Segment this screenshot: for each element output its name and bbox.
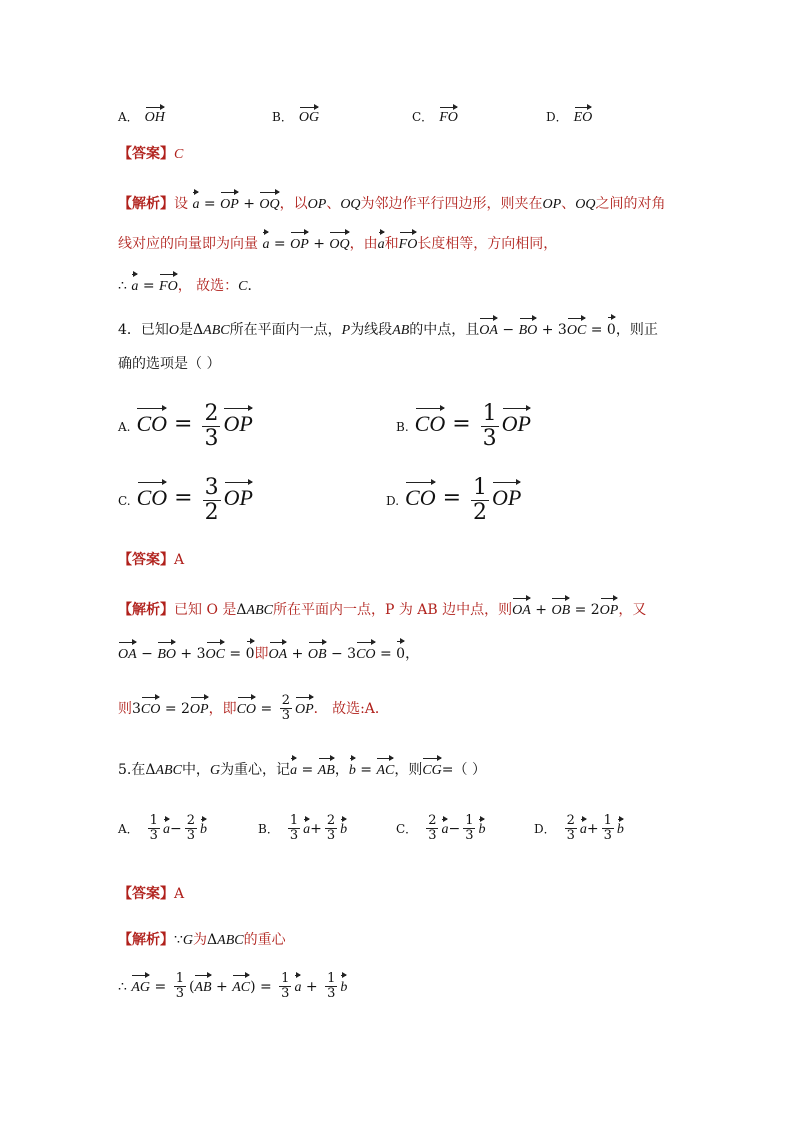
answer-tag: 【答案】: [118, 146, 174, 162]
q4-option-a: A. CO = $\frac{2}{3}$ OP: [118, 401, 253, 452]
q5-stem: 5.在ΔABC中，G为重心，记a = AB，b = AC，则CG=（ ）: [118, 760, 486, 781]
q5-analysis-line-2: ∴ AG = $\frac{1}{3}$ (AB + AC) = $\frac{1}{3}$ a + $\frac{1}{3}$ b: [118, 971, 348, 1002]
vector-eo: EO: [573, 110, 593, 125]
q4-answer: 【答案】A: [118, 552, 185, 568]
option-label: A．: [118, 110, 139, 124]
q3-option-a: [118, 108, 165, 126]
vector-oh: OH: [144, 110, 165, 125]
q4-analysis-line-3: 则3CO = 2OP，即CO = $\frac{2}{3}$ OP． 故选:A．: [118, 693, 389, 724]
option-label: D．: [546, 110, 568, 124]
q5-option-d: D． $\frac{2}{3}$ a+ $\frac{1}{3}$ b: [534, 813, 624, 844]
q5-option-b: B． $\frac{1}{3}$ a+ $\frac{2}{3}$ b: [258, 813, 348, 844]
vector-fo: FO: [439, 110, 458, 125]
analysis-tag: 【解析】: [118, 196, 174, 212]
q4-option-c: C. CO = $\frac{3}{2}$ OP: [118, 475, 253, 526]
q5-option-c: C． $\frac{2}{3}$ a− $\frac{1}{3}$ b: [396, 813, 486, 844]
q4-analysis-line-2: OA − BO + 3OC = 0即OA + OB − 3CO = 0，: [118, 644, 419, 665]
q5-analysis-line-1: 【解析】∵G为ΔABC的重心: [118, 932, 286, 948]
q3-analysis-line-1: 【解析】设 a = OP + OQ，以OP、OQ为邻边作平行四边形，则夹在OP、OQ之间的对角: [118, 194, 665, 215]
vector-og: OG: [298, 110, 320, 125]
q4-stem-line-1: 4．已知O是ΔABC所在平面内一点，P为线段AB的中点，且OA − BO + 3OC = 0，则正: [118, 320, 658, 341]
option-label: B．: [272, 110, 293, 124]
q3-analysis-line-3: ∴ a = FO， 故选：C．: [118, 276, 261, 297]
q5-answer: 【答案】A: [118, 886, 185, 902]
q3-option-c: [412, 108, 458, 126]
option-label: C．: [412, 110, 434, 124]
q3-option-d: [546, 108, 592, 126]
q3-answer: [118, 144, 183, 165]
q4-stem-line-2: 确的选项是（ ）: [118, 356, 221, 372]
q5-option-a: A． $\frac{1}{3}$ a− $\frac{2}{3}$ b: [118, 813, 207, 844]
q4-analysis-line-1: 【解析】已知 O 是ΔABC所在平面内一点，P 为 AB 边中点，则OA + OB = 2OP，又: [118, 600, 646, 621]
q4-option-b: B. CO = $\frac{1}{3}$ OP: [396, 401, 531, 452]
q3-option-b: [272, 108, 319, 126]
q4-option-d: D. CO = $\frac{1}{2}$ OP: [386, 475, 522, 526]
q3-analysis-line-2: 线对应的向量即为向量 a = OP + OQ，由a和FO长度相等，方向相同，: [118, 234, 557, 255]
answer-value: C: [174, 147, 184, 162]
